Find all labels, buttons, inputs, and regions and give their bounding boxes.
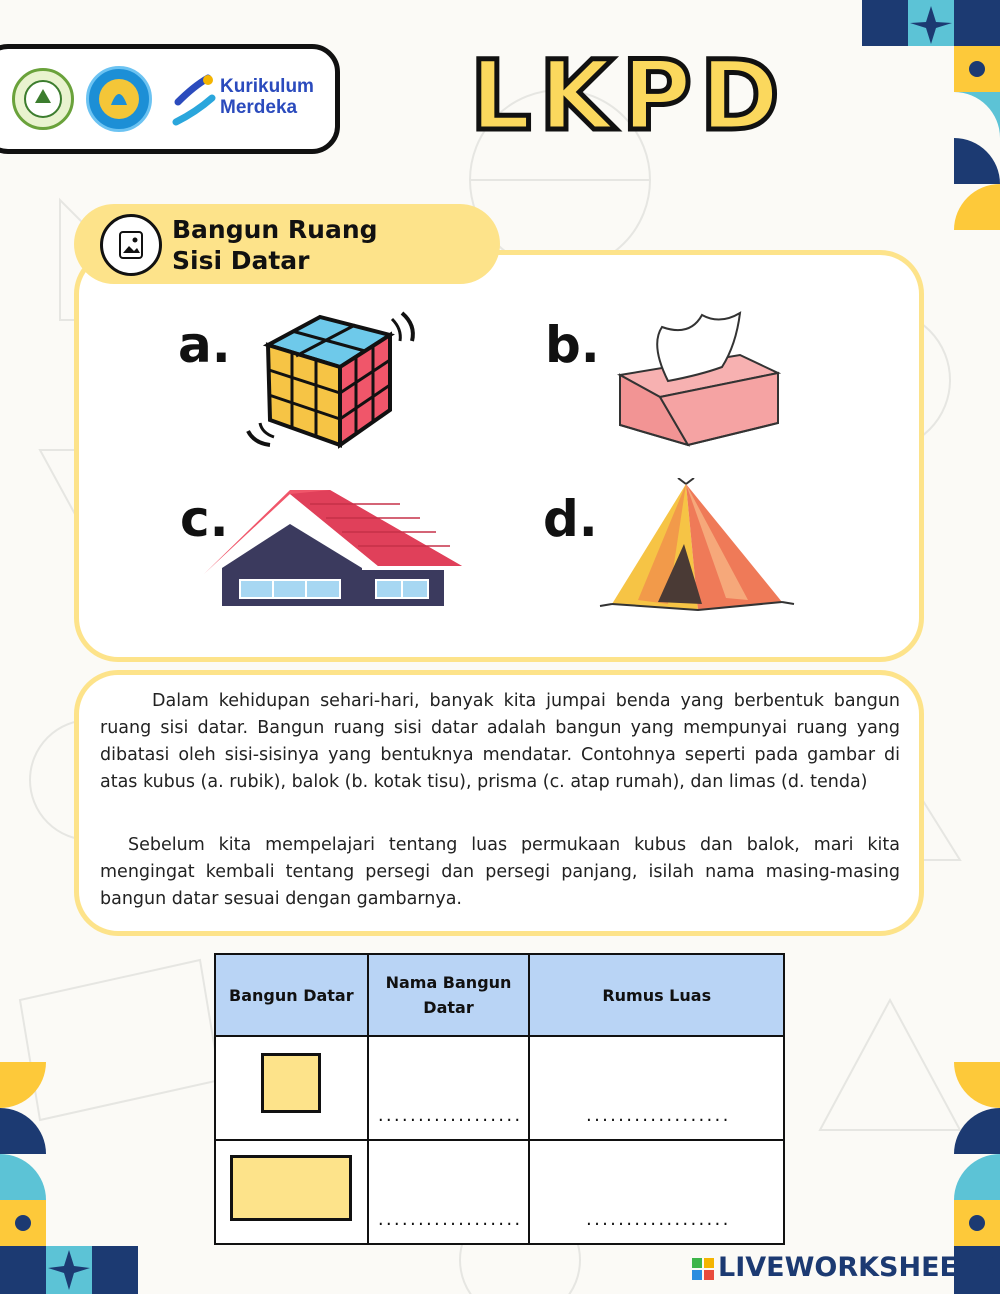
liveworksheets-logo-icon	[692, 1258, 714, 1280]
rectangle-shape	[230, 1155, 352, 1221]
table-row	[215, 1140, 784, 1244]
rubik-cube-image	[240, 305, 430, 450]
tissue-box-image	[610, 305, 785, 450]
square-formula-answer[interactable]: ..................	[529, 1036, 784, 1140]
table-header-row	[215, 954, 784, 1036]
picture-label-a: a.	[178, 316, 231, 374]
ministry-logo	[86, 66, 152, 132]
table-row	[215, 1036, 784, 1140]
instruction-paragraph: Sebelum kita mempelajari tentang luas permukaan kubus dan balok, mari kita mengingat kembali tentang persegi dan persegi panjang, isilah nama masing-masing bangun datar sesuai dengan gambarnya.	[100, 835, 900, 909]
column-header-bangun-datar: Bangun Datar	[215, 954, 368, 1036]
rectangle-shape-cell	[215, 1140, 368, 1244]
page-title: LKPD	[470, 40, 788, 152]
kurikulum-merdeka-logo-text: Kurikulum Merdeka	[220, 76, 314, 118]
section-title: Bangun Ruang Sisi Datar	[172, 215, 378, 275]
shapes-table	[214, 953, 785, 1245]
square-name-answer[interactable]: ..................	[368, 1036, 530, 1140]
picture-label-d: d.	[543, 490, 598, 548]
picture-label-c: c.	[180, 490, 229, 548]
corner-decoration-bottom-left	[0, 1062, 50, 1294]
liveworksheets-watermark: LIVEWORKSHEETS	[718, 1252, 996, 1283]
tent-image	[598, 478, 798, 618]
school-logo	[12, 68, 74, 130]
corner-decoration-top-right	[862, 0, 1000, 230]
rectangle-name-answer[interactable]: ..................	[368, 1140, 530, 1244]
picture-label-b: b.	[545, 316, 600, 374]
house-roof-image	[200, 488, 465, 610]
kurikulum-merdeka-icon	[172, 72, 216, 128]
image-file-icon	[100, 214, 162, 276]
explanation-paragraph-1: Dalam kehidupan sehari-hari, banyak kita jumpai benda yang berbentuk bangun ruang sisi datar. Bangun ruang sisi datar adalah bangun yang mempunyai ruang yang dibatasi oleh sisi-sisinya yang bentuknya mendatar. Contohnya seperti pada gambar di atas kubus (a. rubik), balok (b. kotak tisu), prisma (c. atap rumah), dan limas (d. tenda)	[100, 691, 900, 792]
square-shape	[261, 1053, 321, 1113]
square-shape-cell	[215, 1036, 368, 1140]
corner-decoration-bottom-left-2	[46, 1246, 138, 1294]
rectangle-formula-answer[interactable]: ..................	[529, 1140, 784, 1244]
column-header-nama-bangun-datar: Nama Bangun Datar	[368, 954, 530, 1036]
column-header-rumus-luas: Rumus Luas	[529, 954, 784, 1036]
